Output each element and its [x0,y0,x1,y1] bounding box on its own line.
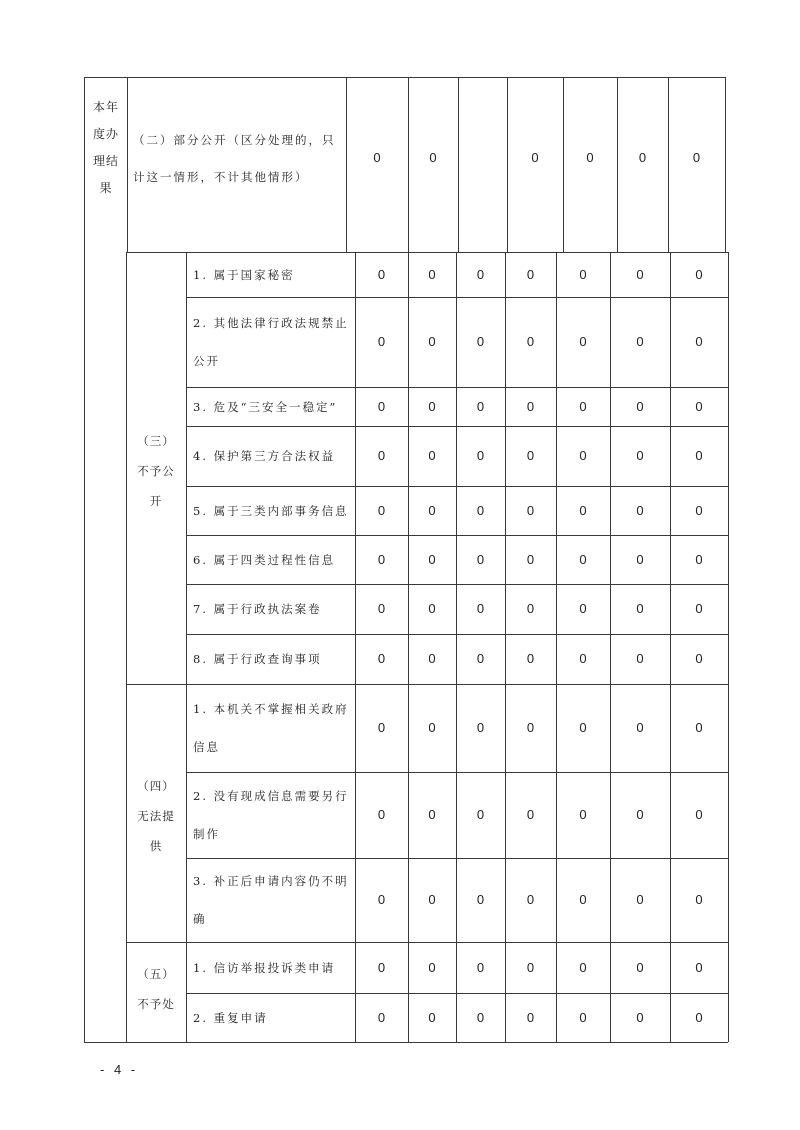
cell-value: 0 [636,959,644,975]
cell-value: 0 [692,150,701,165]
cell-value: 0 [476,334,485,349]
table-border [126,1042,728,1043]
cell-value: 0 [695,398,703,414]
cell-value: 0 [695,892,703,907]
cell-value: 0 [428,398,436,414]
cell-value: 0 [476,807,485,822]
cell-value: 0 [579,959,587,975]
cell-value: 0 [428,807,436,822]
table-border [126,684,728,685]
page-number: - 4 - [100,1062,139,1077]
cell-value: 0 [636,502,644,518]
row-label: 2. 其他法律行政法规禁止 [193,316,349,330]
table-border [126,252,127,1042]
row-group-label: 果 [99,181,113,195]
cell-value: 0 [526,651,535,666]
cell-value: 0 [695,601,703,616]
cell-value: 0 [428,448,436,463]
table-border [408,252,409,1042]
table-border [186,387,728,388]
cell-value: 0 [636,1009,644,1025]
table-border [186,772,728,773]
row-label: 4. 保护第三方合法权益 [193,449,336,463]
cell-value: 0 [695,959,703,975]
cell-value: 0 [526,398,535,414]
cell-value: 0 [695,266,703,282]
cell-value: 0 [695,448,703,463]
table-border [186,426,728,427]
section-label: （三） [137,434,175,448]
cell-value: 0 [579,551,587,567]
row-label: 5. 属于三类内部事务信息 [193,503,349,518]
cell-value: 0 [476,651,485,666]
row-group-label: 理结 [92,154,119,168]
cell-value: 0 [377,502,386,518]
table-border [725,77,726,252]
cell-value: 0 [377,551,386,567]
row-label: 3. 补正后申请内容仍不明 [193,874,349,888]
cell-value: 0 [377,266,386,282]
table-border [617,77,618,252]
cell-value: 0 [476,892,485,907]
table-border [668,77,669,252]
cell-value: 0 [636,892,644,907]
row-label: 制作 [193,827,220,841]
cell-value: 0 [636,720,644,735]
cell-value: 0 [579,892,587,907]
cell-value: 0 [695,720,703,735]
cell-value: 0 [476,1009,485,1025]
table-border [186,486,728,487]
table-border [505,252,506,1042]
table-border [556,252,557,1042]
cell-value: 0 [428,892,436,907]
cell-value: 0 [531,150,539,165]
row-label: 1. 信访举报投诉类申请 [193,960,336,975]
cell-value: 0 [377,398,386,414]
cell-value: 0 [377,892,386,907]
cell-value: 0 [636,398,644,414]
cell-value: 0 [636,266,644,282]
cell-value: 0 [476,398,485,414]
row-group-label: 度办 [92,127,119,141]
cell-value: 0 [526,959,535,975]
cell-value: 0 [579,601,587,616]
cell-value: 0 [579,448,587,463]
cell-value: 0 [377,807,386,822]
cell-value: 0 [526,1009,535,1025]
table-border [186,858,728,859]
cell-value: 0 [526,720,535,735]
cell-value: 0 [526,448,535,463]
row-label: 2. 重复申请 [193,1010,268,1025]
table-border [84,77,725,78]
table-border [84,77,85,252]
section-label: 不予处 [137,997,175,1011]
table-border [355,252,356,1042]
cell-value: 0 [428,266,436,282]
row-label: 信息 [193,740,220,754]
cell-value: 0 [695,651,703,666]
table-border [458,77,459,252]
cell-value: 0 [695,334,703,349]
cell-value: 0 [579,502,587,518]
cell-value: 0 [636,448,644,463]
cell-value: 0 [476,720,485,735]
table-border [186,634,728,635]
row-label: 7. 属于行政执法案卷 [193,602,322,616]
cell-value: 0 [476,551,485,567]
table-border [127,77,128,252]
row-title: （二）部分公开（区分处理的，只 [133,133,336,147]
row-label: 确 [193,912,207,926]
table-border [670,252,671,1042]
row-label: 1. 属于国家秘密 [193,267,295,282]
cell-value: 0 [476,601,485,616]
table-border [728,252,729,1042]
section-label: 开 [149,494,163,508]
row-title: 计这一情形，不计其他情形） [133,170,309,184]
cell-value: 0 [476,448,485,463]
table-border [610,252,611,1042]
row-label: 公开 [193,354,220,368]
cell-value: 0 [695,551,703,567]
table-border [456,252,457,1042]
cell-value: 0 [579,266,587,282]
cell-value: 0 [579,807,587,822]
cell-value: 0 [377,601,386,616]
table-border [186,993,728,994]
cell-value: 0 [526,334,535,349]
row-label: 3. 危及“三安全一稳定” [193,399,338,414]
cell-value: 0 [579,1009,587,1025]
row-label: 8. 属于行政查询事项 [193,652,322,666]
section-label: 供 [149,839,163,853]
cell-value: 0 [476,266,485,282]
section-label: （四） [137,779,175,793]
cell-value: 0 [638,150,647,165]
cell-value: 0 [636,807,644,822]
table-border [186,584,728,585]
cell-value: 0 [526,892,535,907]
table-border [84,1042,126,1043]
cell-value: 0 [428,1009,436,1025]
row-label: 1. 本机关不掌握相关政府 [193,702,349,716]
cell-value: 0 [636,551,644,567]
cell-value: 0 [526,601,535,616]
table-border [346,77,347,252]
cell-value: 0 [636,601,644,616]
table-border [126,942,728,943]
row-label: 6. 属于四类过程性信息 [193,552,336,567]
cell-value: 0 [579,398,587,414]
table-border [186,252,187,1042]
cell-value: 0 [429,150,437,165]
cell-value: 0 [428,720,436,735]
cell-value: 0 [428,959,436,975]
cell-value: 0 [579,651,587,666]
cell-value: 0 [373,150,381,165]
cell-value: 0 [636,334,644,349]
cell-value: 0 [476,959,485,975]
table-border [126,252,728,253]
cell-value: 0 [377,1009,386,1025]
table-border [84,252,85,1042]
cell-value: 0 [526,551,535,567]
cell-value: 0 [695,807,703,822]
cell-value: 0 [526,502,535,518]
cell-value: 0 [428,601,436,616]
section-label: （五） [137,967,175,981]
cell-value: 0 [636,651,644,666]
cell-value: 0 [377,651,386,666]
table-border [507,77,508,252]
row-group-label: 本年 [92,100,119,114]
section-label: 无法提 [137,809,175,823]
section-label: 不予公 [137,464,175,478]
cell-value: 0 [377,334,386,349]
cell-value: 0 [428,551,436,567]
cell-value: 0 [428,502,436,518]
cell-value: 0 [526,266,535,282]
cell-value: 0 [695,1009,703,1025]
table-border [186,535,728,536]
cell-value: 0 [428,334,436,349]
table-border [408,77,409,252]
cell-value: 0 [377,448,386,463]
cell-value: 0 [476,502,485,518]
cell-value: 0 [377,959,386,975]
cell-value: 0 [428,651,436,666]
cell-value: 0 [377,720,386,735]
table-border [186,297,728,298]
cell-value: 0 [586,150,594,165]
cell-value: 0 [579,720,587,735]
cell-value: 0 [695,502,703,518]
table-border [563,77,564,252]
row-label: 2. 没有现成信息需要另行 [193,789,349,803]
cell-value: 0 [579,334,587,349]
cell-value: 0 [526,807,535,822]
